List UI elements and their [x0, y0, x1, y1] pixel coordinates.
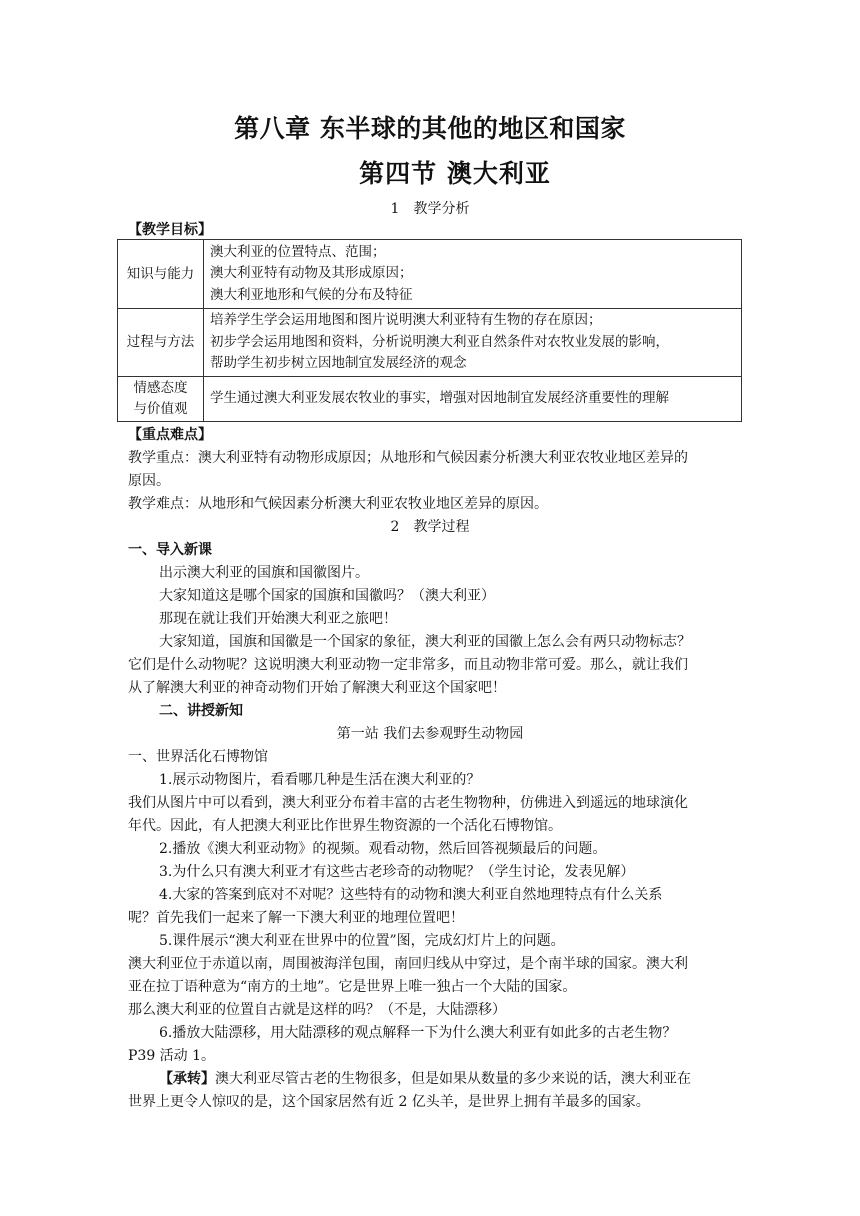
- table-row: [118, 240, 742, 309]
- intro-heading: 一、导入新课: [128, 542, 212, 558]
- paragraph-line: 大家知道，国旗和国徽是一个国家的象征，澳大利亚的国徽上怎么会有两只动物标志？: [159, 634, 691, 650]
- objective-value: [204, 240, 742, 309]
- paragraph-line: 1.展示动物图片，看看哪几种是生活在澳大利亚的？: [159, 772, 481, 788]
- objective-line: 澳大利亚的位置特点、范围；: [210, 243, 386, 260]
- table-row: [118, 309, 742, 377]
- paragraph-line: 那现在就让我们开始澳大利亚之旅吧！: [159, 611, 397, 627]
- objective-key: 知识与能力: [118, 240, 204, 309]
- objective-key-line: 情感态度: [133, 380, 188, 396]
- transition-text: 澳大利亚尽管古老的生物很多，但是如果从数量的多少来说的话，澳大利亚在: [215, 1071, 691, 1087]
- part2-heading: 2 教学过程: [390, 519, 470, 535]
- objectives-table: [117, 239, 742, 422]
- paragraph-line: 出示澳大利亚的国旗和国徽图片。: [159, 565, 369, 581]
- keypoint-text: 教学重点：澳大利亚特有动物形成原因；从地形和气候因素分析澳大利亚农牧业地区差异的: [128, 450, 688, 466]
- paragraph-line: 亚在拉丁语种意为“南方的土地”。它是世界上唯一独占一个大陆的国家。: [128, 979, 577, 995]
- objective-line: 学生通过澳大利亚发展农牧业的事实，增强对因地制宜发展经济重要性的理解: [210, 390, 669, 407]
- paragraph-line: 澳大利亚位于赤道以南，周围被海洋包围，南回归线从中穿过，是个南半球的国家。澳大利: [128, 956, 688, 972]
- paragraph-line: 呢？首先我们一起来了解一下澳大利亚的地理位置吧！: [128, 910, 464, 926]
- transition-line: 世界上更令人惊叹的是，这个国家居然有近 2 亿头羊，是世界上拥有羊最多的国家。: [128, 1094, 650, 1110]
- objective-value: [204, 377, 742, 422]
- paragraph-line: 3.为什么只有澳大利亚才有这些古老珍奇的动物呢？（学生讨论，发表见解）: [159, 864, 635, 880]
- paragraph-line: 2.播放《澳大利亚动物》的视频。观看动物，然后回答视频最后的问题。: [159, 841, 607, 857]
- objective-key-line: 与价值观: [133, 401, 188, 417]
- paragraph-line: 我们从图片中可以看到，澳大利亚分布着丰富的古老生物物种，仿佛进入到遥远的地球演化: [128, 795, 688, 811]
- paragraph-line: 那么澳大利亚的位置自古就是这样的吗？（不是，大陆漂移）: [128, 1002, 506, 1018]
- objective-key: [118, 377, 204, 422]
- part1-heading: 1 教学分析: [390, 201, 470, 217]
- keypoints-heading: 【重点难点】: [128, 427, 212, 443]
- objective-line: 初步学会运用地图和资料，分析说明澳大利亚自然条件对农牧业发展的影响，: [210, 333, 669, 350]
- paragraph-line: 4.大家的答案到底对不对呢？这些特有的动物和澳大利亚自然地理特点有什么关系: [159, 887, 663, 903]
- objective-line: 培养学生学会运用地图和图片说明澳大利亚特有生物的存在原因；: [210, 312, 602, 329]
- paragraph-line: 大家知道这是哪个国家的国旗和国徽吗？（澳大利亚）: [159, 588, 495, 604]
- paragraph-line: 从了解澳大利亚的神奇动物们开始了解澳大利亚这个国家吧！: [128, 680, 506, 696]
- transition-label: 【承转】: [159, 1071, 215, 1087]
- paragraph-line: 年代。因此，有人把澳大利亚比作世界生物资源的一个活化石博物馆。: [128, 818, 562, 834]
- objective-value: [204, 309, 742, 377]
- paragraph-line: P39 活动 1。: [128, 1048, 216, 1064]
- objectives-heading: 【教学目标】: [128, 222, 212, 238]
- transition-line: [159, 1068, 691, 1088]
- paragraph-line: 6.播放大陆漂移，用大陆漂移的观点解释一下为什么澳大利亚有如此多的古老生物？: [159, 1025, 677, 1041]
- chapter-title: 第八章 东半球的其他的地区和国家: [234, 114, 626, 143]
- objective-line: 澳大利亚地形和气候的分布及特征: [210, 286, 413, 303]
- objective-line: 帮助学生初步树立因地制宜发展经济的观念: [210, 355, 467, 372]
- objective-key: 过程与方法: [118, 309, 204, 377]
- keypoint-text: 原因。: [128, 473, 170, 489]
- paragraph-line: 5.课件展示“澳大利亚在世界中的位置”图，完成幻灯片上的问题。: [159, 933, 565, 949]
- section-title: 第四节 澳大利亚: [359, 159, 551, 188]
- difficulty-text: 教学难点：从地形和气候因素分析澳大利亚农牧业地区差异的原因。: [128, 496, 548, 512]
- objective-line: 澳大利亚特有动物及其形成原因；: [210, 265, 413, 282]
- table-row: [118, 377, 742, 422]
- museum-heading: 一、世界活化石博物馆: [128, 749, 268, 765]
- new-heading: 二、讲授新知: [159, 703, 243, 719]
- station-heading: 第一站 我们去参观野生动物园: [336, 726, 524, 742]
- paragraph-line: 它们是什么动物呢？这说明澳大利亚动物一定非常多，而且动物非常可爱。那么，就让我们: [128, 657, 688, 673]
